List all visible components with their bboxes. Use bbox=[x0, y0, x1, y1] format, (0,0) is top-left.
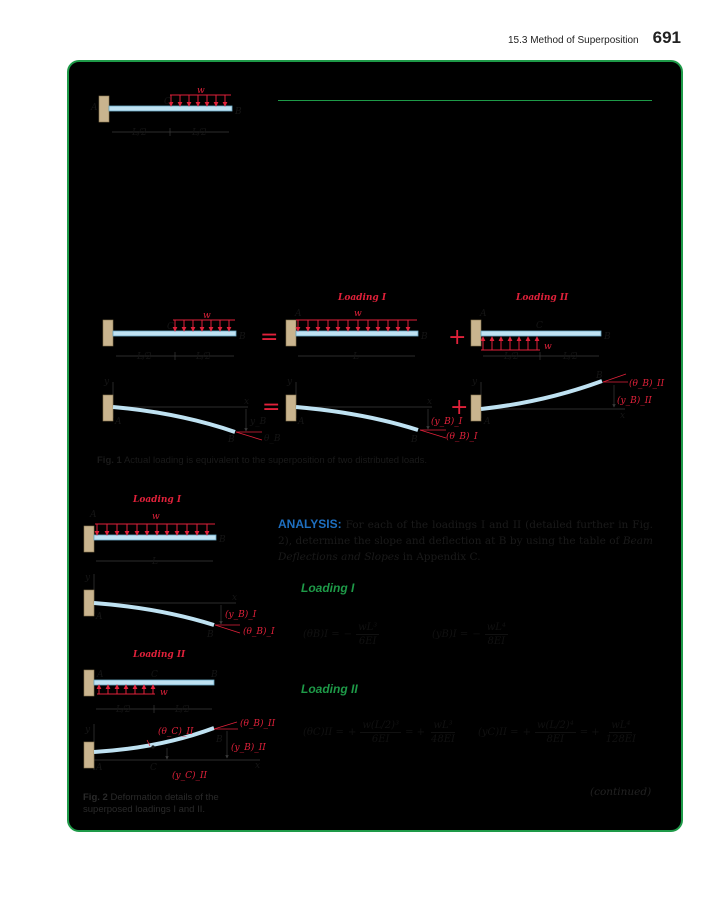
analysis-table-title: Beam Deflections and Slopes bbox=[278, 535, 653, 563]
svg-text:C: C bbox=[150, 763, 157, 773]
equation-y-C-II: (yC)II = + $\frac{\text{w(L/2)⁴}}{8EI}$ = + $\frac{\text{wL⁴}}{128EI}$ bbox=[478, 720, 636, 745]
plus-sign-1: + bbox=[448, 325, 467, 350]
svg-text:(θ_B)_I: (θ_B)_I bbox=[446, 432, 478, 442]
svg-text:B: B bbox=[604, 332, 611, 342]
svg-text:A: A bbox=[97, 670, 104, 680]
analysis-paragraph bbox=[278, 516, 653, 565]
svg-text:(y_B)_I: (y_B)_I bbox=[225, 610, 257, 620]
fig2-loading-1-title: Loading I bbox=[133, 495, 182, 505]
svg-text:(y_B)_II: (y_B)_II bbox=[231, 743, 266, 753]
plus-sign-2: + bbox=[450, 395, 469, 420]
svg-text:B: B bbox=[219, 535, 226, 545]
svg-text:y: y bbox=[85, 573, 91, 583]
equation-theta-B-I: (θB)I = − $\frac{\text{wL³}}{6EI}$ bbox=[303, 622, 378, 647]
svg-text:A: A bbox=[480, 309, 487, 319]
svg-text:L/2: L/2 bbox=[563, 352, 578, 362]
svg-text:A: A bbox=[90, 510, 97, 520]
svg-text:C: C bbox=[536, 321, 543, 331]
svg-text:B: B bbox=[596, 371, 603, 381]
fig2-loading-1-beam bbox=[84, 510, 226, 567]
point-label-A: A bbox=[91, 103, 98, 113]
svg-text:w: w bbox=[152, 512, 160, 522]
svg-text:(θ_B)_I: (θ_B)_I bbox=[243, 627, 275, 637]
label-yB: y_B bbox=[250, 417, 267, 427]
svg-text:(y_B)_I: (y_B)_I bbox=[431, 417, 463, 427]
equals-sign-1: = bbox=[260, 325, 279, 350]
label-thetaB: θ_B bbox=[264, 434, 281, 444]
fig2-loading-2-title: Loading II bbox=[133, 650, 186, 660]
fig2-loading-1-deflected bbox=[84, 573, 275, 640]
svg-text:L: L bbox=[353, 352, 359, 362]
svg-text:B: B bbox=[211, 670, 218, 680]
svg-text:y: y bbox=[472, 377, 478, 387]
fixed-support-wall bbox=[99, 96, 109, 122]
fig1-caption-label: Fig. 1 bbox=[97, 455, 122, 466]
fig2-caption-label: Fig. 2 bbox=[83, 792, 108, 803]
svg-text:B: B bbox=[239, 332, 246, 342]
fig1-deflected-loading-2 bbox=[471, 371, 665, 427]
fig1-loading-2-title: Loading II bbox=[516, 293, 569, 303]
svg-text:(y_B)_II: (y_B)_II bbox=[617, 396, 652, 406]
dim-label-half-2: L/2 bbox=[192, 128, 207, 138]
fig1-deflected-actual bbox=[103, 377, 281, 445]
dim-label-half-1: L/2 bbox=[132, 128, 147, 138]
svg-text:A: A bbox=[484, 417, 491, 427]
svg-text:B: B bbox=[421, 332, 428, 342]
fig1-loading-1-title: Loading I bbox=[338, 293, 387, 303]
equals-sign-2: = bbox=[262, 395, 281, 420]
svg-text:x: x bbox=[244, 397, 250, 407]
svg-text:A: A bbox=[115, 417, 122, 427]
page-number: 691 bbox=[652, 28, 681, 47]
svg-text:x: x bbox=[620, 411, 626, 421]
svg-text:(θ_B)_II: (θ_B)_II bbox=[629, 379, 665, 389]
svg-text:L/2: L/2 bbox=[116, 705, 131, 715]
fig1-loading-1 bbox=[286, 309, 428, 362]
svg-text:B: B bbox=[207, 630, 214, 640]
loading-1-subhead: Loading I bbox=[301, 581, 355, 595]
svg-text:A: A bbox=[295, 309, 302, 319]
top-loading-figure bbox=[90, 86, 242, 138]
equation-theta-C-II: (θC)II = + $\frac{\text{w(L/2)³}}{6EI}$ = + $\frac{\text{wL³}}{48EI}$ bbox=[303, 720, 455, 745]
svg-text:y: y bbox=[104, 377, 110, 387]
continued-note: (continued) bbox=[590, 786, 652, 798]
svg-text:B: B bbox=[228, 435, 235, 445]
fig1-caption-text: Actual loading is equivalent to the superposition of two distributed loads. bbox=[123, 455, 428, 466]
svg-text:C: C bbox=[167, 322, 174, 332]
point-label-B: B bbox=[235, 107, 242, 117]
svg-text:w: w bbox=[203, 311, 211, 321]
svg-text:(θ_B)_II: (θ_B)_II bbox=[240, 719, 276, 729]
fig2-caption-text: Deformation details of the superposed loadings I and II. bbox=[83, 792, 219, 815]
load-arrows bbox=[171, 95, 225, 106]
svg-text:y: y bbox=[287, 377, 293, 387]
svg-text:A: A bbox=[96, 763, 103, 773]
fig1-loading-2 bbox=[471, 309, 611, 362]
loading-2-subhead: Loading II bbox=[301, 682, 358, 696]
svg-text:B: B bbox=[216, 735, 223, 745]
fig1-caption bbox=[97, 455, 459, 467]
section-title: 15.3 Method of Superposition bbox=[507, 35, 639, 46]
svg-text:x: x bbox=[255, 761, 261, 771]
load-label-w: w bbox=[197, 86, 205, 96]
analysis-text-after: in Appendix C. bbox=[402, 551, 481, 563]
svg-text:(y_C)_II: (y_C)_II bbox=[172, 771, 208, 781]
svg-text:y: y bbox=[85, 725, 91, 735]
svg-text:A: A bbox=[298, 417, 305, 427]
svg-text:x: x bbox=[232, 593, 238, 603]
svg-text:C: C bbox=[151, 670, 158, 680]
svg-text:L/2: L/2 bbox=[175, 705, 190, 715]
svg-text:L/2: L/2 bbox=[137, 352, 152, 362]
svg-text:w: w bbox=[160, 688, 168, 698]
equation-y-B-I: (yB)I = − $\frac{\text{wL⁴}}{8EI}$ bbox=[432, 622, 506, 647]
fig2-caption bbox=[83, 792, 253, 816]
fig2-loading-2-deflected bbox=[84, 718, 276, 781]
svg-text:L: L bbox=[152, 557, 158, 567]
analysis-heading: ANALYSIS: bbox=[278, 517, 342, 531]
fig2-loading-2-beam bbox=[84, 670, 218, 715]
svg-text:L/2: L/2 bbox=[196, 352, 211, 362]
point-label-C: C bbox=[164, 97, 171, 107]
svg-text:w: w bbox=[544, 342, 552, 352]
svg-text:A: A bbox=[96, 612, 103, 622]
analysis-text-before: For each of the loadings I and II (detailed further in Fig. 2), determine the slope and deflection at B by using the table of bbox=[278, 519, 654, 547]
svg-text:L/2: L/2 bbox=[504, 352, 519, 362]
svg-text:(θ_C)_II: (θ_C)_II bbox=[158, 727, 194, 737]
svg-text:B: B bbox=[411, 435, 418, 445]
svg-text:x: x bbox=[427, 397, 433, 407]
fig1-actual-loading bbox=[103, 311, 246, 362]
svg-text:w: w bbox=[354, 309, 362, 319]
